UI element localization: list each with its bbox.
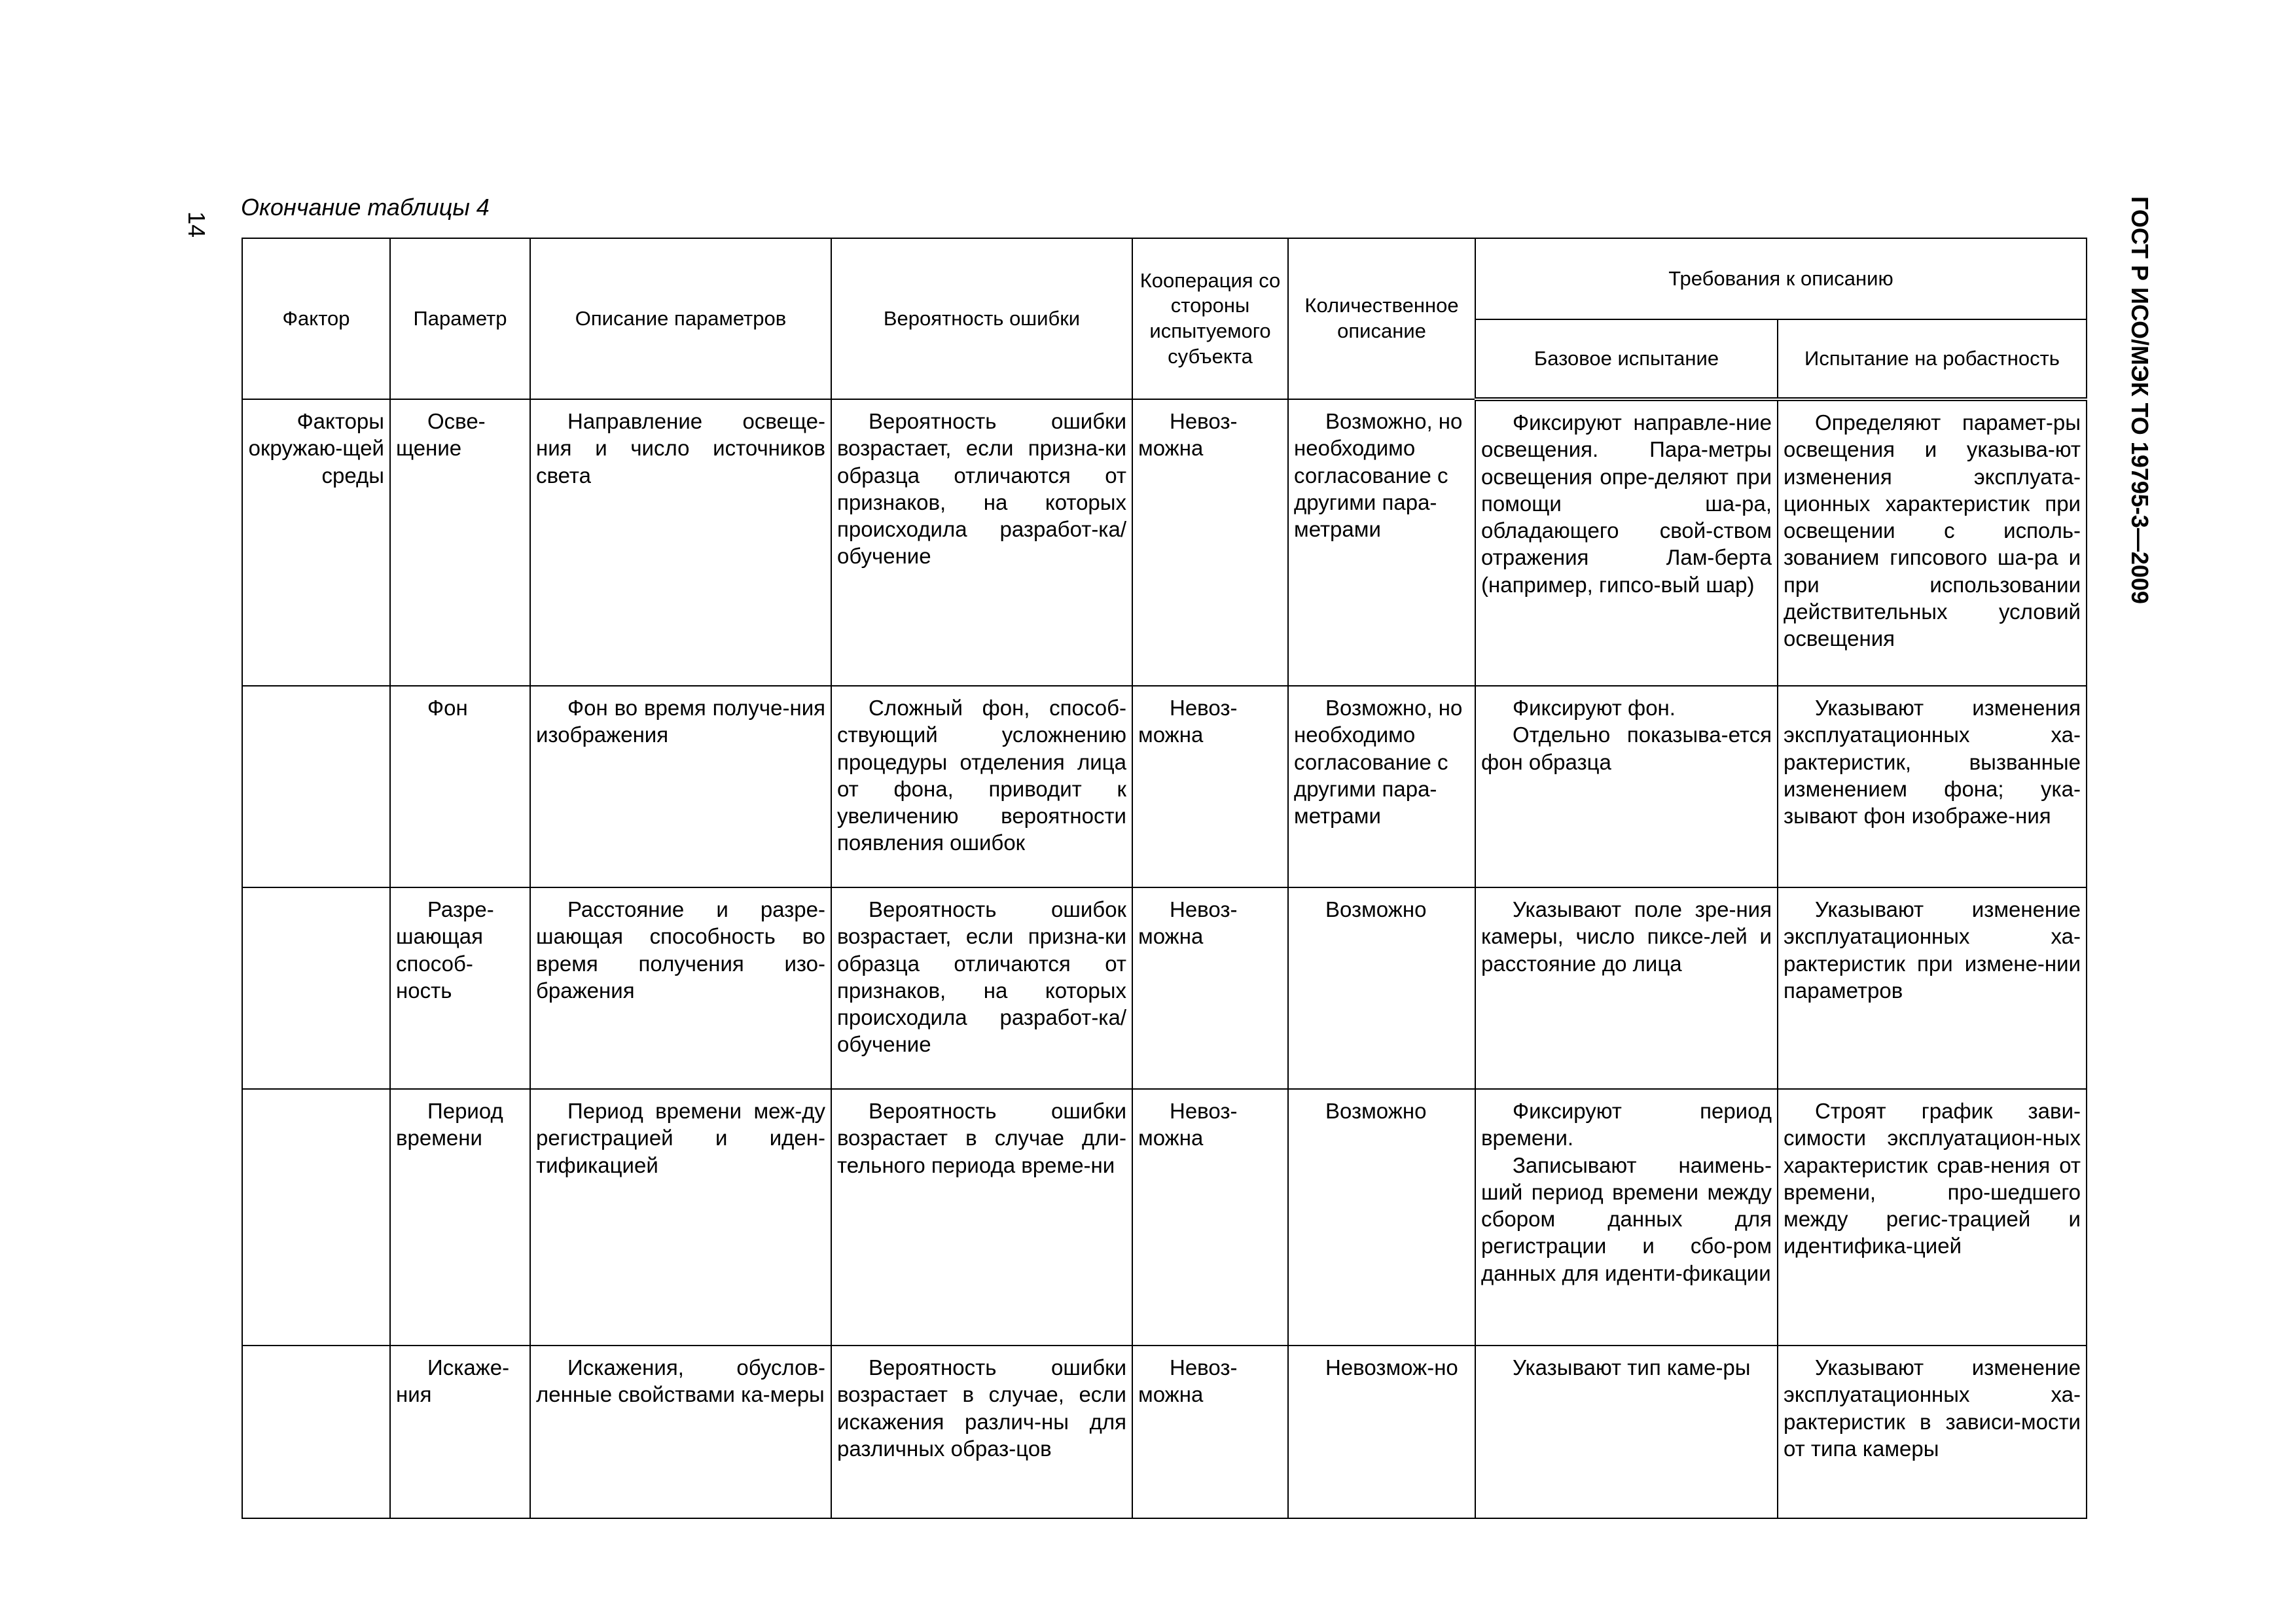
cell-baseline-test xyxy=(1475,887,1778,1089)
baseline-paragraph: Фиксируют период времени. xyxy=(1481,1099,1772,1150)
table-row xyxy=(242,399,2087,686)
cell-robustness-test: Указывают изменения эксплуатационных ха-рактеристик, вызванные изменением фона; ука-зывают фон изображе-ния xyxy=(1778,686,2087,887)
cell-factor: Факторы окружаю-щей среды xyxy=(242,399,390,686)
cell-error-probability: Вероятность ошибок возрастает, если призна-ки образца отличаются от признаков, на которых происходила разработ-ка/ обучение xyxy=(831,887,1132,1089)
header-factor: Фактор xyxy=(242,238,390,399)
cell-factor xyxy=(242,686,390,887)
table-row xyxy=(242,1089,2087,1346)
baseline-paragraph: Указывают поле зре-ния камеры, число пиксе-лей и расстояние до лица xyxy=(1481,897,1772,976)
cell-baseline-test xyxy=(1475,399,1778,686)
cell-parameter: Период времени xyxy=(390,1089,530,1346)
header-cooperation: Кооперация со стороны испытуемого субъекта xyxy=(1132,238,1288,399)
cell-robustness-test: Определяют парамет-ры освещения и указыва-ют изменения эксплуата-ционных характеристик при освещении с исполь-зованием гипсового ша-ра и при использовании действительных условий освещения xyxy=(1778,399,2087,686)
cell-parameter: Искаже-ния xyxy=(390,1346,530,1518)
cell-cooperation: Невоз-можна xyxy=(1132,686,1288,887)
cell-parameter: Фон xyxy=(390,686,530,887)
table-row xyxy=(242,887,2087,1089)
cell-baseline-test xyxy=(1475,1346,1778,1518)
cell-description: Расстояние и разре-шающая способность во время получения изо-бражения xyxy=(530,887,831,1089)
cell-quantitative: Возможно xyxy=(1288,1089,1475,1346)
cell-parameter: Разре-шающая способ-ность xyxy=(390,887,530,1089)
cell-quantitative: Возможно, но необходимо согласование с другими пара-метрами xyxy=(1288,686,1475,887)
header-requirements-group: Требования к описанию xyxy=(1475,238,2087,319)
cell-factor xyxy=(242,887,390,1089)
cell-description: Искажения, обуслов-ленные свойствами ка-меры xyxy=(530,1346,831,1518)
cell-quantitative: Возможно xyxy=(1288,887,1475,1089)
cell-baseline-test xyxy=(1475,686,1778,887)
cell-factor xyxy=(242,1346,390,1518)
cell-cooperation: Невоз-можна xyxy=(1132,887,1288,1089)
cell-cooperation: Невоз-можна xyxy=(1132,1089,1288,1346)
cell-error-probability: Вероятность ошибки возрастает в случае дли-тельного периода време-ни xyxy=(831,1089,1132,1346)
page-number: 14 xyxy=(183,211,211,238)
baseline-paragraph: Фиксируют направле-ние освещения. Пара-метры освещения опре-деляют при помощи ша-ра, обладающего свой-ством отражения Лам-берта (например, гипсо-вый шар) xyxy=(1481,410,1772,597)
baseline-paragraph: Фиксируют фон. xyxy=(1513,696,1676,720)
cell-cooperation: Невоз-можна xyxy=(1132,399,1288,686)
header-quantitative: Количественное описание xyxy=(1288,238,1475,399)
cell-factor xyxy=(242,1089,390,1346)
header-error-probability: Вероятность ошибки xyxy=(831,238,1132,399)
table-caption: Окончание таблицы 4 xyxy=(241,194,490,221)
cell-parameter: Осве-щение xyxy=(390,399,530,686)
cell-error-probability: Вероятность ошибки возрастает, если призна-ки образца отличаются от признаков, на которых происходила разработ-ка/ обучение xyxy=(831,399,1132,686)
header-baseline-test: Базовое испытание xyxy=(1475,319,1778,399)
table-row xyxy=(242,686,2087,887)
requirements-table xyxy=(242,238,2087,1519)
cell-error-probability: Сложный фон, способ-ствующий усложнению процедуры отделения лица от фона, приводит к увеличению вероятности появления ошибок xyxy=(831,686,1132,887)
header-robustness-test: Испытание на робастность xyxy=(1778,319,2087,399)
cell-description: Период времени меж-ду регистрацией и иден-тификацией xyxy=(530,1089,831,1346)
table-row xyxy=(242,1346,2087,1518)
cell-error-probability: Вероятность ошибки возрастает в случае, если искажения различ-ны для различных образ-цов xyxy=(831,1346,1132,1518)
cell-baseline-test xyxy=(1475,1089,1778,1346)
cell-robustness-test: Указывают изменение эксплуатационных ха-рактеристик в зависи-мости от типа камеры xyxy=(1778,1346,2087,1518)
cell-description: Фон во время получе-ния изображения xyxy=(530,686,831,887)
standard-code-text: ГОСТ Р ИСО/МЭК ТО 19795-3—2009 xyxy=(2126,196,2153,604)
header-description: Описание параметров xyxy=(530,238,831,399)
standard-code-header xyxy=(2127,196,2153,694)
baseline-paragraph: Отдельно показыва-ется фон образца xyxy=(1481,722,1772,774)
cell-robustness-test: Строят график зави-симости эксплуатацион-ных характеристик срав-нения от времени, про-шедшего между регис-трацией и идентифика-цией xyxy=(1778,1089,2087,1346)
cell-quantitative: Возможно, но необходимо согласование с другими пара-метрами xyxy=(1288,399,1475,686)
cell-cooperation: Невоз-можна xyxy=(1132,1346,1288,1518)
baseline-paragraph: Указывают тип каме-ры xyxy=(1513,1355,1751,1380)
cell-description: Направление освеще-ния и число источников света xyxy=(530,399,831,686)
cell-quantitative: Невозмож-но xyxy=(1288,1346,1475,1518)
baseline-paragraph: Записывают наимень-ший период времени между сбором данных для регистрации и сбо-ром данных для иденти-фикации xyxy=(1481,1152,1772,1285)
header-parameter: Параметр xyxy=(390,238,530,399)
cell-robustness-test: Указывают изменение эксплуатационных ха-рактеристик при измене-нии параметров xyxy=(1778,887,2087,1089)
